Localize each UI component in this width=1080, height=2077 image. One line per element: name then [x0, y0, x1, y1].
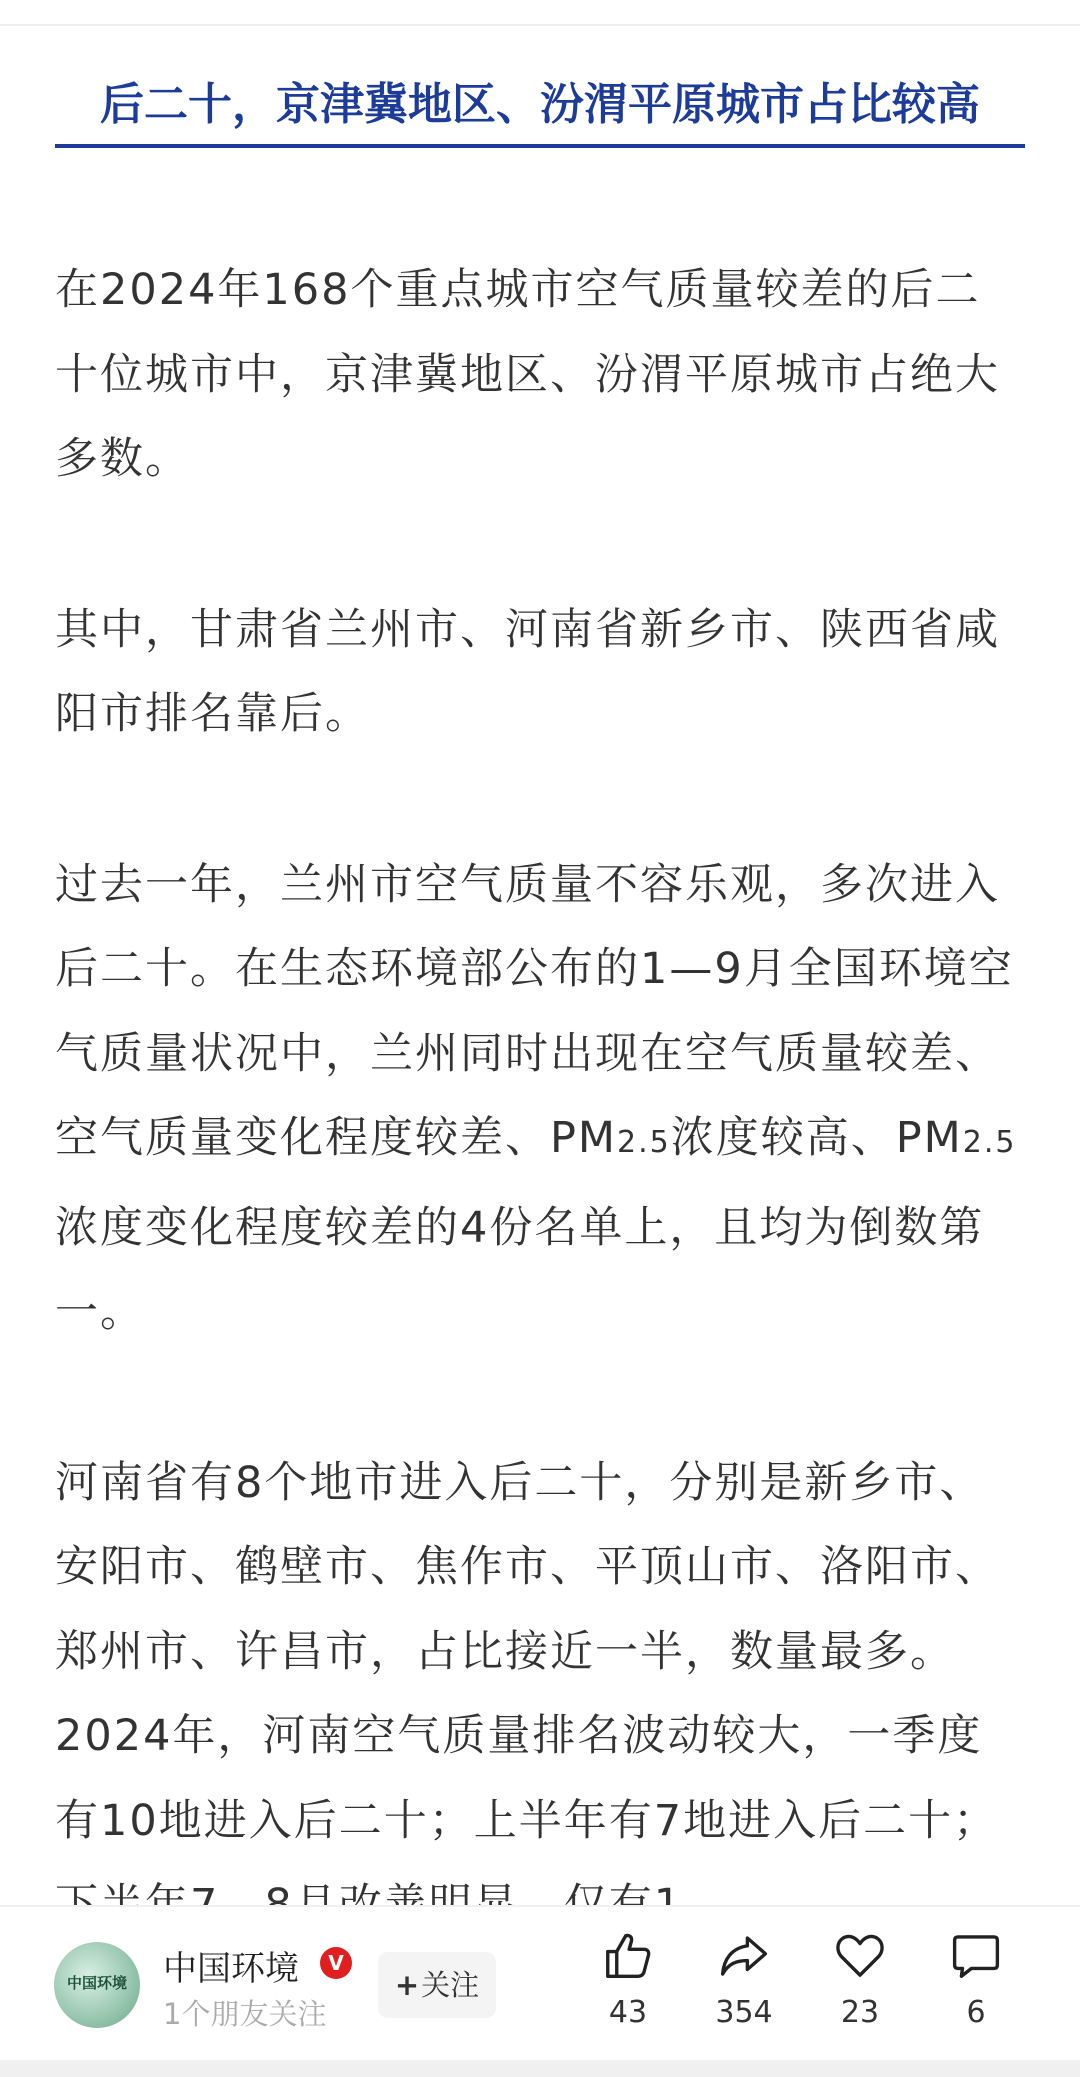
- share-count: 354: [715, 1995, 773, 2030]
- follow-label: 关注: [421, 1968, 480, 2002]
- bottom-strip: [0, 2060, 1080, 2077]
- comment-bubble-icon: [949, 1929, 1003, 1983]
- follow-button[interactable]: [378, 1952, 496, 2018]
- heart-icon: [833, 1929, 887, 1983]
- thumbs-up-icon: [601, 1929, 655, 1983]
- plus-icon: +: [394, 1968, 420, 2002]
- top-divider: [0, 24, 1080, 26]
- channel-name[interactable]: 中国环境: [163, 1949, 299, 1989]
- verified-badge-icon: V: [320, 1947, 352, 1979]
- paragraph-3-text-b: 浓度较高、PM: [670, 1113, 963, 1163]
- paragraph-2: 其中，甘肃省兰州市、河南省新乡市、陕西省咸阳市排名靠后。: [55, 604, 1000, 739]
- favorite-button[interactable]: [810, 1929, 910, 2039]
- pm-subscript: 2.5: [617, 1125, 671, 1160]
- share-button[interactable]: [694, 1929, 794, 2039]
- favorite-count: 23: [840, 1995, 880, 2030]
- like-count: 43: [608, 1995, 648, 2030]
- paragraph-4: 河南省有8个地市进入后二十，分别是新乡市、安阳市、鹤壁市、焦作市、平顶山市、洛阳市、郑州市、许昌市，占比接近一半，数量最多。2024年，河南空气质量排名波动较大，一季度有10地进入后二十；上半年有7地进入后二十；: [55, 1457, 1000, 1846]
- share-arrow-icon: [717, 1929, 771, 1983]
- paragraph-1: 在2024年168个重点城市空气质量较差的后二十位城市中，京津冀地区、汾渭平原城市占绝大多数。: [55, 265, 1000, 484]
- channel-avatar[interactable]: [54, 1942, 140, 2028]
- pm-subscript: 2.5: [962, 1125, 1017, 1160]
- paragraph-3: [55, 843, 1025, 1355]
- bottom-action-bar: [0, 1905, 1080, 2057]
- comment-count: 6: [966, 1995, 986, 2030]
- paragraph-3-text-a: 过去一年，兰州市空气质量不容乐观，多次进入后二十。在生态环境部公布的1—9月全国环境空气质量状况中，兰州同时出现在空气质量较差、空气质量变化程度较差、PM: [55, 859, 1014, 1163]
- comment-button[interactable]: [926, 1929, 1026, 2039]
- avatar-logo-text: 中国环境: [66, 1974, 127, 1992]
- section-heading: 后二十，京津冀地区、汾渭平原城市占比较高: [55, 70, 1025, 148]
- like-button[interactable]: [578, 1929, 678, 2039]
- paragraph-3-text-c: 浓度变化程度较差的4份名单上，且均为倒数第一。: [55, 1202, 985, 1337]
- friends-following-text: 1个朋友关注: [163, 1997, 327, 2031]
- article-body[interactable]: [55, 70, 1025, 1900]
